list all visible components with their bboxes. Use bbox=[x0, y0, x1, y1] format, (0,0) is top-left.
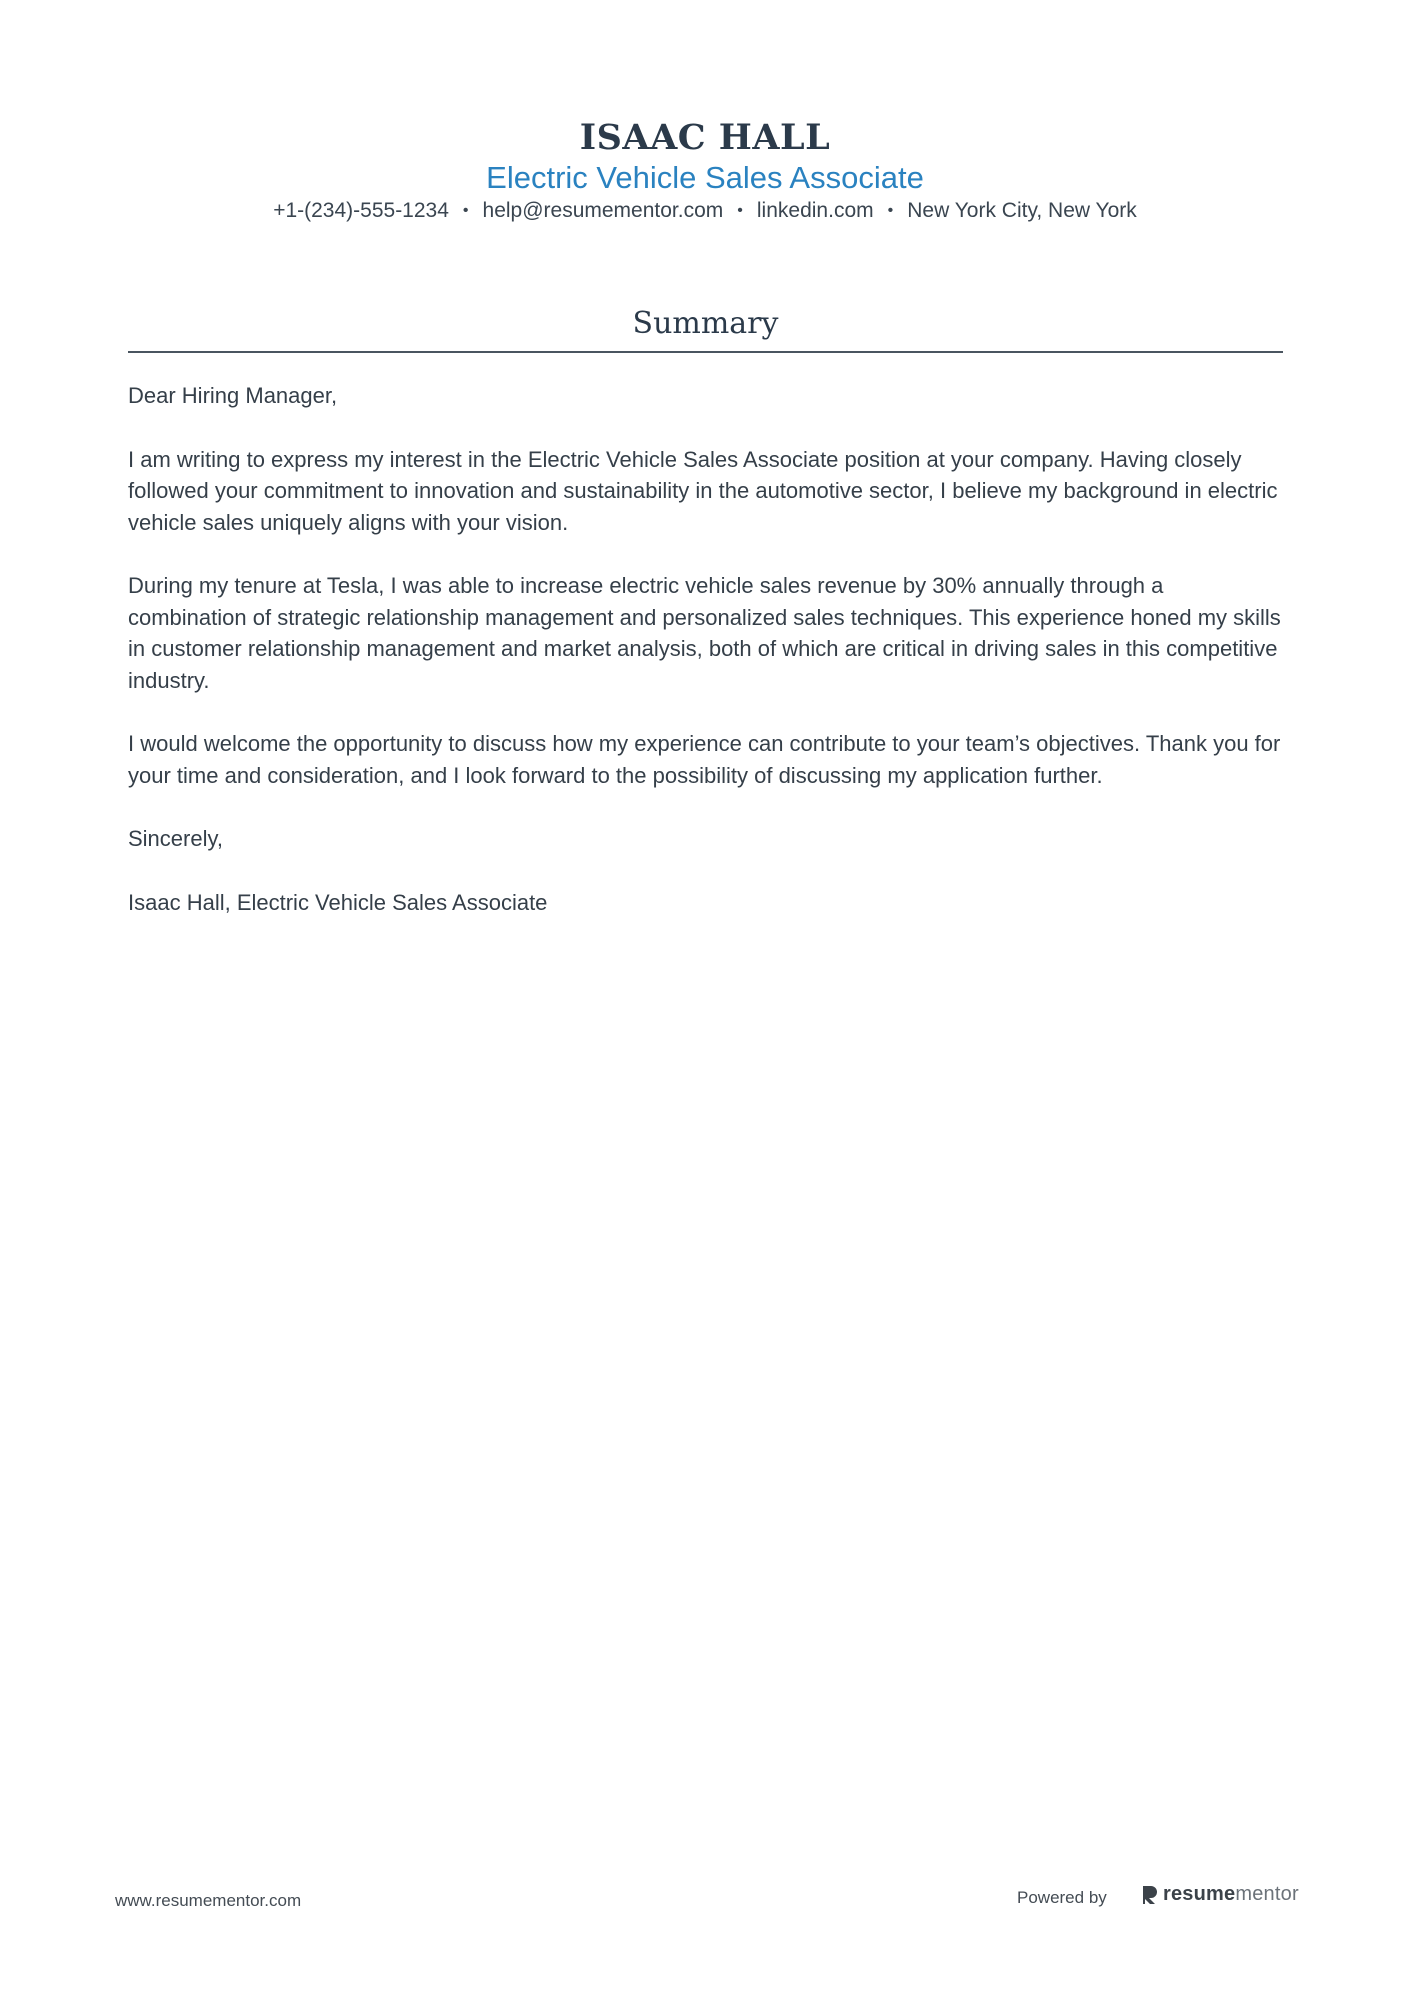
brand-logo[interactable] bbox=[1141, 1883, 1299, 1906]
body-paragraph: I am writing to express my interest in the Electric Vehicle Sales Associate position at your company. Having closely followed your commitment to innovation and sustainability in the automotive sector, I believe my background in electric vehicle sales uniquely aligns with your vision. bbox=[128, 446, 1278, 535]
closing: Sincerely, bbox=[128, 826, 223, 851]
letter-body bbox=[128, 380, 1288, 950]
contact-linkedin[interactable]: linkedin.com bbox=[756, 199, 874, 222]
section-title: Summary bbox=[632, 306, 779, 341]
contact-email[interactable]: help@resumementor.com bbox=[482, 199, 724, 222]
contact-phone: +1-(234)-555-1234 bbox=[273, 199, 449, 222]
section-divider bbox=[128, 351, 1283, 353]
job-title: Electric Vehicle Sales Associate bbox=[486, 160, 924, 195]
separator-dot: • bbox=[737, 202, 743, 219]
brand-bold: resume bbox=[1163, 1883, 1236, 1905]
contact-line bbox=[0, 198, 1410, 224]
powered-by-label: Powered by bbox=[1017, 1888, 1107, 1907]
separator-dot: • bbox=[462, 202, 469, 219]
contact-location: New York City, New York bbox=[907, 199, 1137, 222]
footer-url[interactable]: www.resumementor.com bbox=[115, 1891, 302, 1910]
brand-light: mentor bbox=[1235, 1883, 1299, 1905]
separator-dot: • bbox=[887, 202, 894, 219]
signature: Isaac Hall, Electric Vehicle Sales Associate bbox=[128, 889, 548, 915]
resumementor-logo-icon bbox=[1141, 1884, 1159, 1906]
body-paragraph: I would welcome the opportunity to discuss how my experience can contribute to your team’s objectives. Thank you for your time and consideration, and I look forward to the possibility of discussing my application further. bbox=[128, 731, 1281, 788]
brand-wordmark bbox=[1163, 1883, 1299, 1906]
letter-header bbox=[0, 118, 1410, 224]
salutation: Dear Hiring Manager, bbox=[128, 383, 338, 408]
body-paragraph: During my tenure at Tesla, I was able to increase electric vehicle sales revenue by 30% annually through a combination of strategic relationship management and personalized sales techniques. This experience honed my skills in customer relationship management and market analysis, both of which are critical in driving sales in this competitive industry. bbox=[128, 573, 1281, 693]
candidate-name: ISAAC HALL bbox=[579, 117, 831, 158]
